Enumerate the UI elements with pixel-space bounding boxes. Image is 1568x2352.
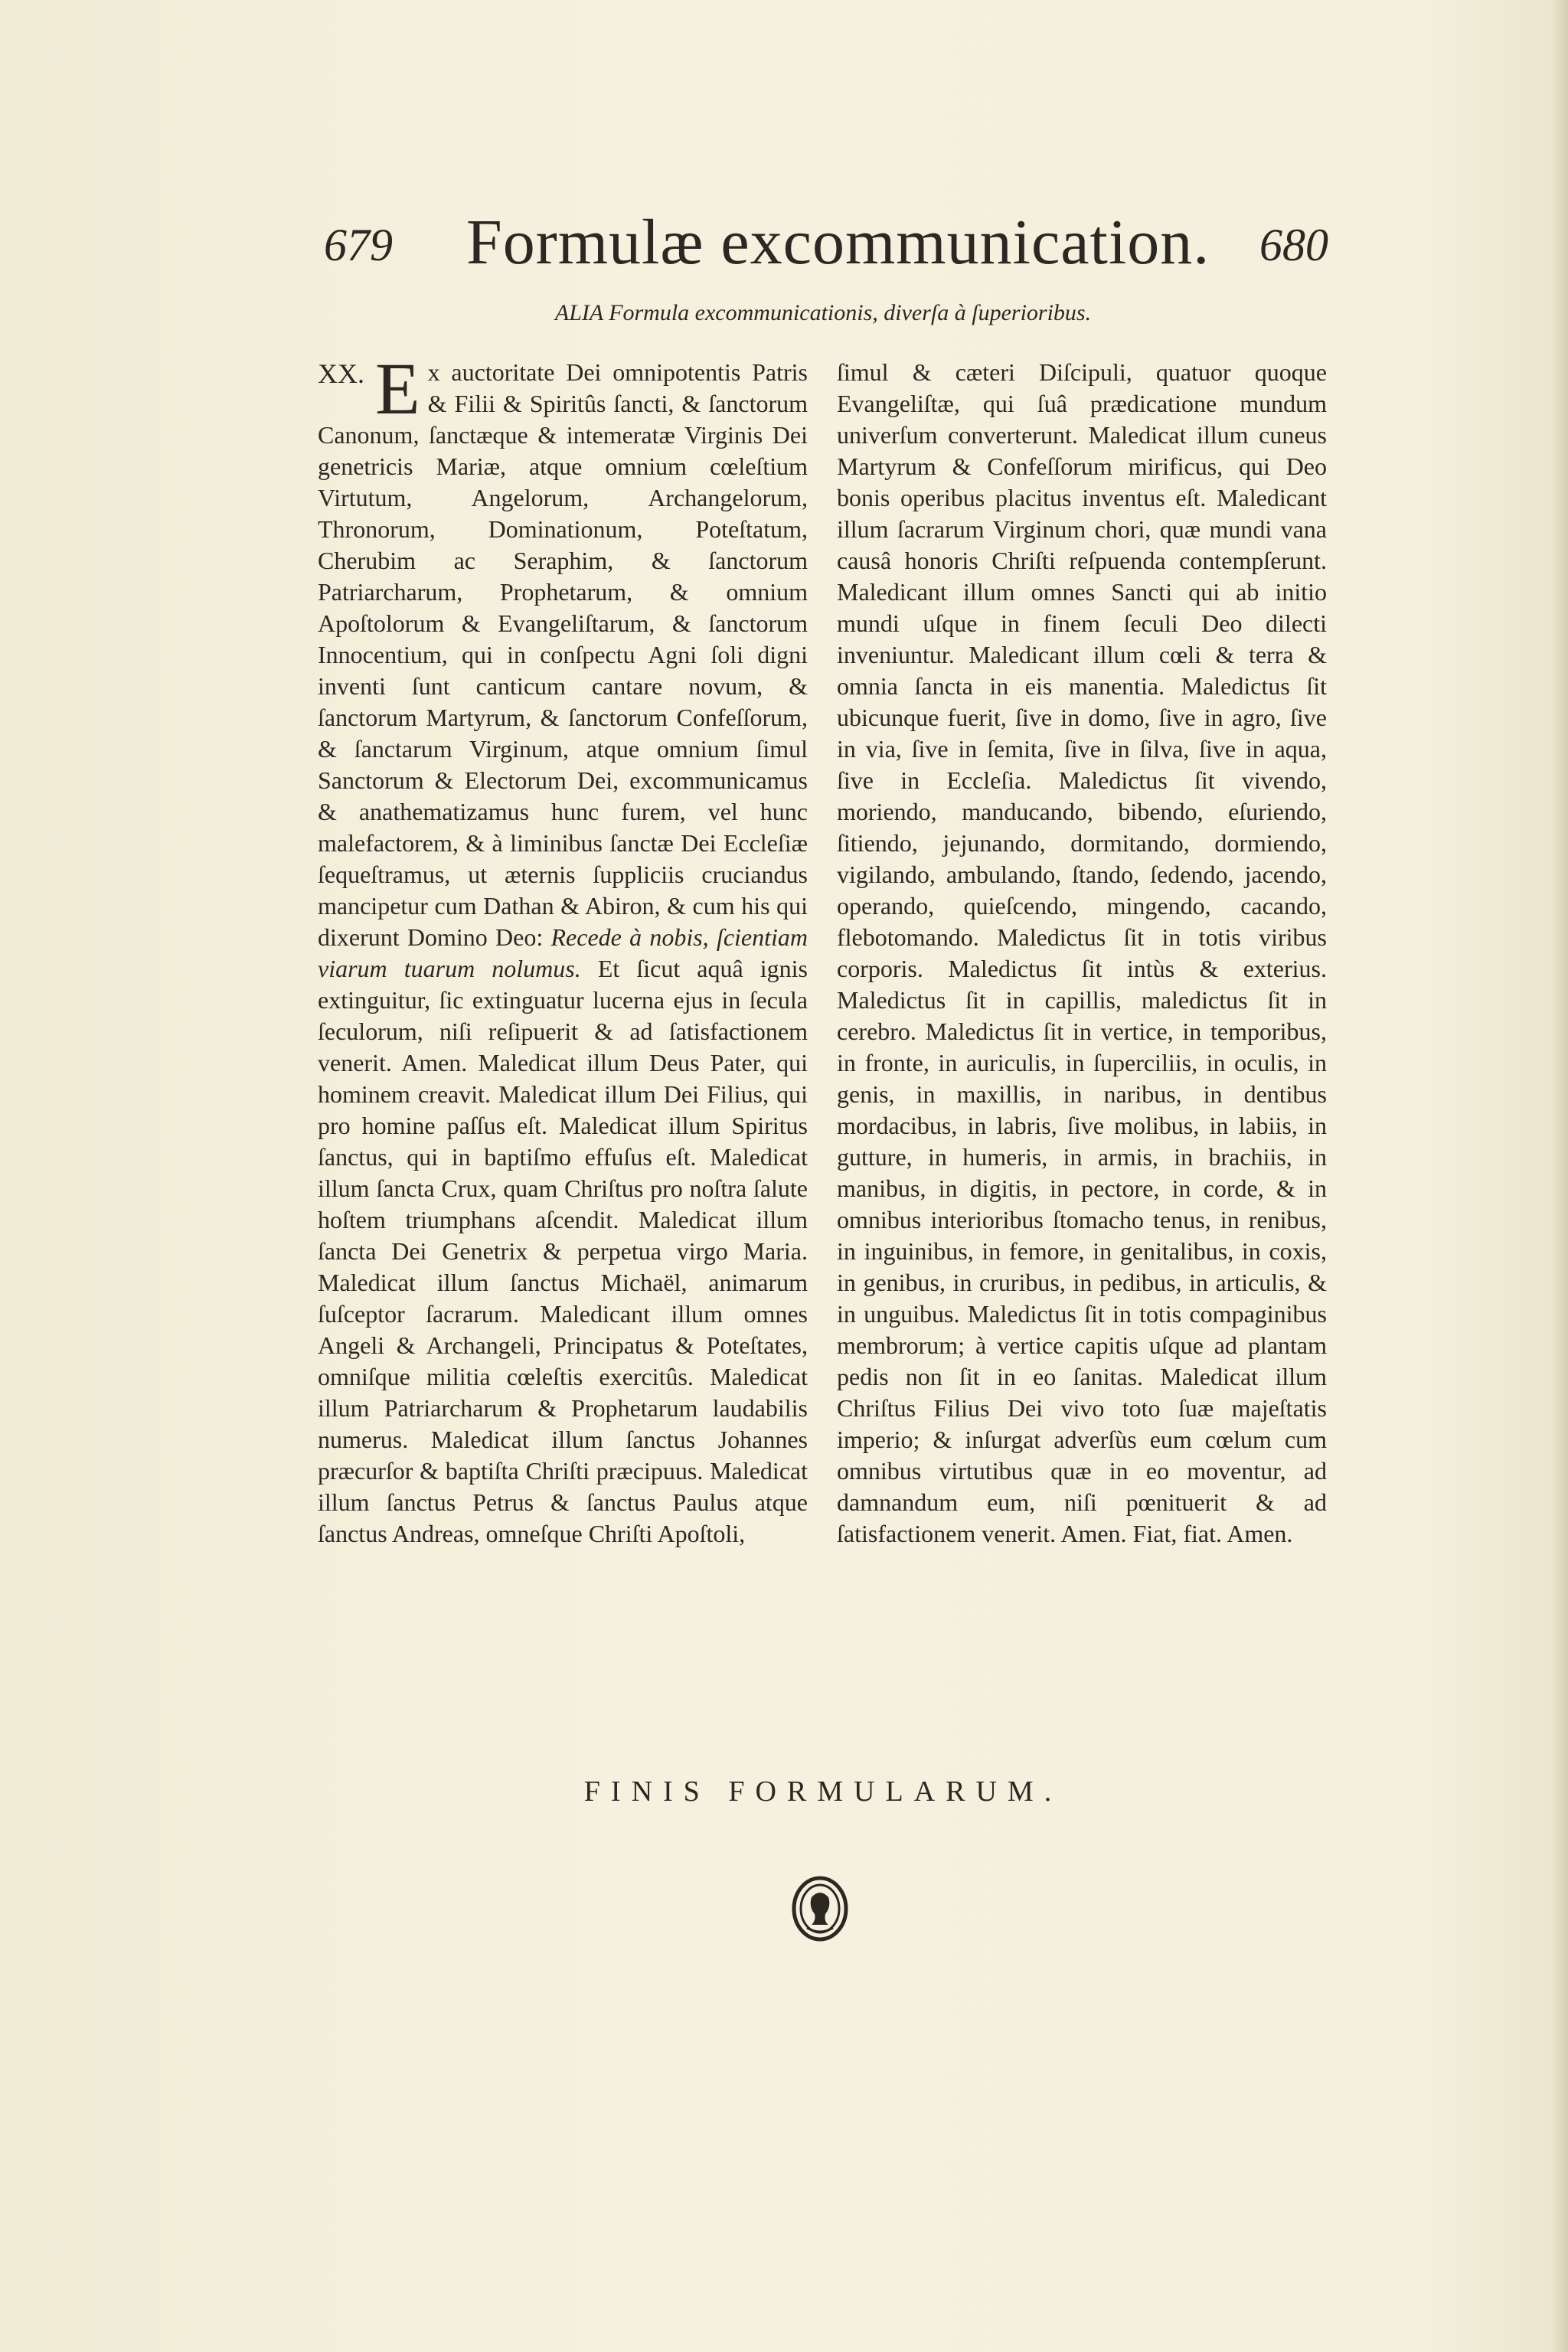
printer-ornament-icon: [790, 1874, 850, 1943]
page-edge-shadow: [1551, 0, 1568, 2352]
running-head: [318, 205, 1328, 289]
section-number: XX.: [318, 358, 364, 389]
page-number-left: 679: [324, 220, 393, 270]
text-column-left: [318, 348, 808, 1550]
scripture-quote: Recede à nobis, ſcientiam viarum tuarum nolumus.: [318, 923, 808, 982]
right-column-text: ſimul & cæteri Diſcipuli, quatuor quoque Evangeliſtæ, qui ſuâ prædicatione mundum univerſum converterunt. Maledicat illum cuneus Martyrum & Confeſſorum mirificus, qui Deo bonis operibus placitus inventus eſt. Maledicant illum ſacrarum Virginum chori, quæ mundi vana causâ honoris Chriſti reſpuenda contempſerunt. Maledicant illum omnes Sancti qui ab initio mundi uſque in finem ſeculi Deo dilecti inveniuntur. Maledicant illum cœli & terra & omnia ſancta in eis manentia. Maledictus ſit ubicunque fuerit, ſive in domo, ſive in agro, ſive in via, ſive in ſemita, ſive in ſilva, ſive in aqua, ſive in Eccleſia. Maledictus ſit vivendo, moriendo, manducando, bibendo, eſuriendo, ſitiendo, jejunando, dormitando, dormiendo, vigilando, ambulando, ſtando, ſedendo, jacendo, operando, quieſcendo, mingendo, cacando, flebotomando. Maledictus ſit in totis viribus corporis. Maledictus ſit intùs & exterius. Maledictus ſit in capillis, maledictus ſit in cerebro. Maledictus ſit in vertice, in temporibus, in fronte, in auriculis, in ſuperciliis, in oculis, in genis, in maxillis, in naribus, in dentibus mordacibus, in labris, ſive molibus, in labiis, in gutture, in humeris, in armis, in brachiis, in manibus, in digitis, in pectore, in corde, & in omnibus interioribus ſtomacho tenus, in renibus, in inguinibus, in femore, in genitalibus, in coxis, in genibus, in cruribus, in pedibus, in articulis, & in unguibus. Maledictus ſit in totis compaginibus membrorum; à vertice capitis uſque ad plantam pedis non ſit in eo ſanitas. Maledicat illum Chriſtus Filius Dei vivo toto ſuæ majeſtatis imperio; & inſurgat adverſùs eum cœlum cum omnibus virtutibus quæ in eo moventur, ad damnandum eum, niſi pœnituerit & ad ſatisfactionem venerit. Amen. Fiat, fiat. Amen.: [837, 358, 1327, 1547]
left-column-text: x auctoritate Dei omnipotentis Patris & Filii & Spiritûs ſancti, & ſanctorum Canonum, ſanctæque & intemeratæ Virginis Dei genetricis Mariæ, atque omnium cœleſtium Virtutum, Angelorum, Archangelorum, Thronorum, Dominationum, Poteſtatum, Cherubim ac Seraphim, & ſanctorum Patriarcharum, Prophetarum, & omnium Apoſtolorum & Evangeliſtarum, & ſanctorum Innocentium, qui in conſpectu Agni ſoli digni inventi ſunt canticum cantare novum, & ſanctorum Martyrum, & ſanctorum Confeſſorum, & ſanctarum Virginum, atque omnium ſimul Sanctorum & Electorum Dei, excommunicamus & anathematizamus hunc furem, vel hunc malefactorem, & à liminibus ſanctæ Dei Eccleſiæ ſequeſtramus, ut æternis ſuppliciis cruciandus mancipetur cum Dathan & Abiron, & cum his qui dixerunt Domino Deo:: [318, 358, 808, 951]
finis-line: FINIS FORMULARUM.: [583, 1775, 1063, 1808]
left-column-text-continued: Et ſicut aquâ ignis extinguitur, ſic extinguatur lucerna ejus in ſecula ſeculorum, niſi reſipuerit & ad ſatisfactionem venerit. Amen. Maledicat illum Deus Pater, qui hominem creavit. Maledicat illum Dei Filius, qui pro homine paſſus eſt. Maledicat illum Spiritus ſanctus, qui in baptiſmo effuſus eſt. Maledicat illum ſancta Crux, quam Chriſtus pro noſtra ſalute hoſtem triumphans aſcendit. Maledicat illum ſancta Dei Genetrix & perpetua virgo Maria. Maledicat illum ſanctus Michaël, animarum ſuſceptor ſacrarum. Maledicant illum omnes Angeli & Archangeli, Principatus & Poteſtates, omniſque militia cœleſtis exercitûs. Maledicat illum Patriarcharum & Prophetarum laudabilis numerus. Maledicat illum ſanctus Johannes præcurſor & baptiſta Chriſti præcipuus. Maledicat illum ſanctus Petrus & ſanctus Paulus atque ſanctus Andreas, omneſque Chriſti Apoſtoli,: [318, 955, 808, 1547]
page-number-right: 680: [1259, 220, 1328, 270]
drop-cap: E: [375, 348, 420, 430]
running-title: Formulæ excommunication.: [466, 207, 1210, 278]
section-subtitle: ALIA Formula excommunicationis, diverſa à ſuperioribus.: [554, 300, 1092, 325]
text-column-right: [837, 357, 1327, 1550]
